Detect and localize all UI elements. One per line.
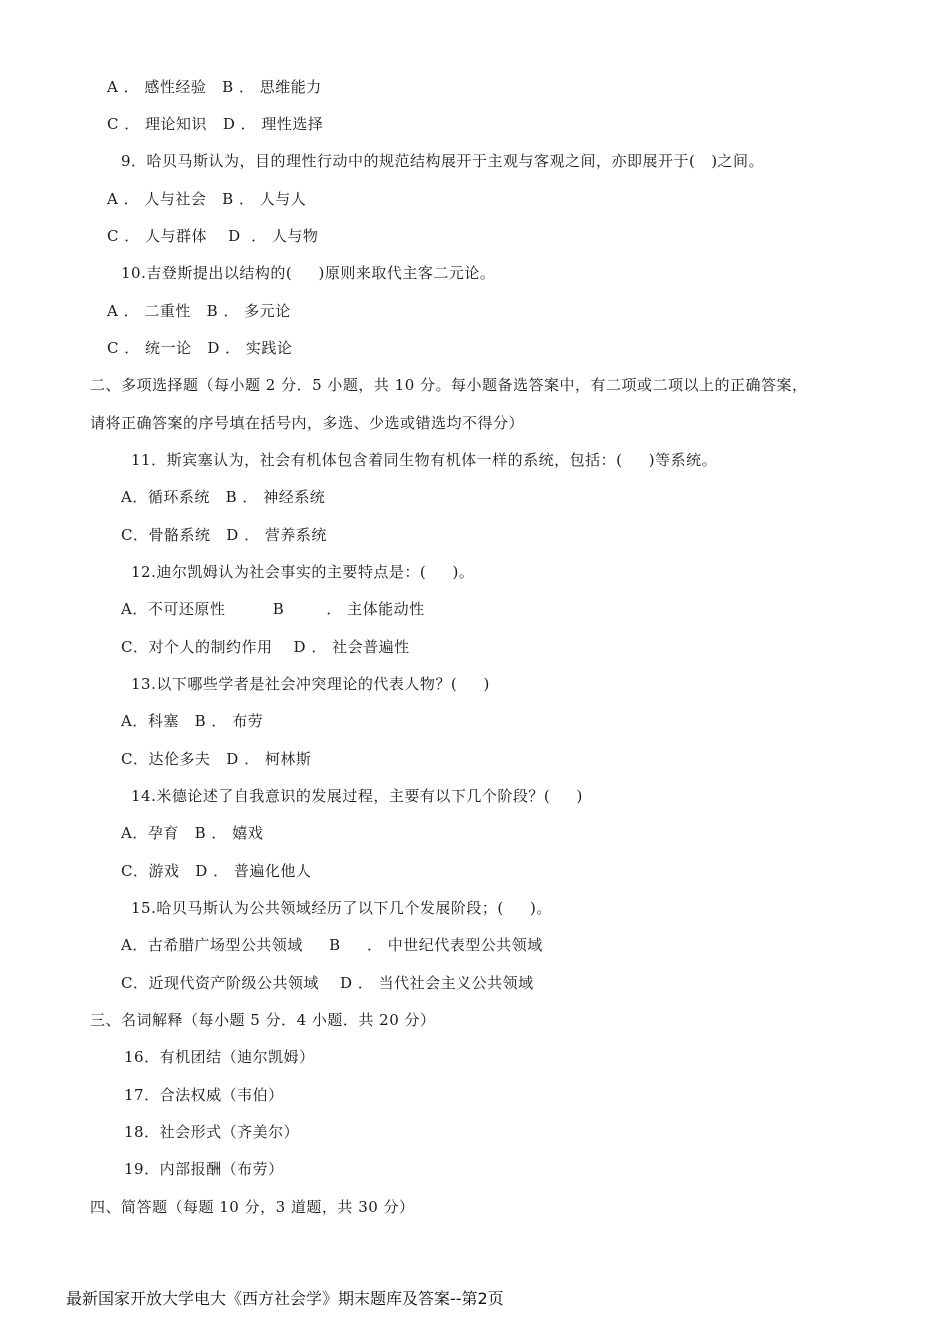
q14-options-ab: A．孕育 B ． 嬉戏 [121,824,264,842]
question-9: 9．哈贝马斯认为，目的理性行动中的规范结构展开于主观与客观之间，亦即展开于( )之间。 [121,152,765,170]
q15-options-ab: A．古希腊广场型公共领域 B ． 中世纪代表型公共领域 [121,936,543,954]
q13-options-cd: C．达伦多夫 D ． 柯林斯 [121,750,312,768]
q9-options-cd: C ． 人与群体 D ． 人与物 [107,227,319,245]
q9-options-ab: A ． 人与社会 B ． 人与人 [107,190,307,208]
term-18: 18．社会形式（齐美尔） [124,1123,300,1141]
q10-options-ab: A ． 二重性 B ． 多元论 [107,302,291,320]
q14-options-cd: C．游戏 D ． 普遍化他人 [121,862,312,880]
q8-options-ab: A ． 感性经验 B ． 思维能力 [107,78,322,96]
q10-options-cd: C ． 统一论 D ． 实践论 [107,339,293,357]
question-13: 13.以下哪些学者是社会冲突理论的代表人物？( ) [131,675,490,693]
question-14: 14.米德论述了自我意识的发展过程，主要有以下几个阶段？( ) [131,787,583,805]
term-16: 16．有机团结（迪尔凯姆） [124,1048,315,1066]
question-15: 15.哈贝马斯认为公共领域经历了以下几个发展阶段；( )。 [131,899,552,917]
section-3-heading: 三、名词解释（每小题 5 分．4 小题．共 20 分） [90,1011,436,1029]
q11-options-cd: C．骨骼系统 D ． 营养系统 [121,526,327,544]
question-11: 11．斯宾塞认为，社会有机体包含着同生物有机体一样的系统，包括：( )等系统。 [131,451,718,469]
q12-options-ab: A．不可还原性 B ． 主体能动性 [121,600,425,618]
section-2-instructions: 请将正确答案的序号填在括号内，多选、少选或错选均不得分） [90,414,525,432]
q15-options-cd: C．近现代资产阶级公共领域 D ． 当代社会主义公共领域 [121,974,534,992]
q12-options-cd: C．对个人的制约作用 D ． 社会普遍性 [121,638,410,656]
question-10: 10.吉登斯提出以结构的( )原则来取代主客二元论。 [121,264,496,282]
q8-options-cd: C ． 理论知识 D ． 理性选择 [107,115,324,133]
page-footer: 最新国家开放大学电大《西方社会学》期末题库及答案--第2页 [66,1289,504,1308]
section-2-heading: 二、多项选择题（每小题 2 分．5 小题，共 10 分。每小题备选答案中，有二项或二项以上的正确答案， [90,376,808,394]
q11-options-ab: A．循环系统 B ． 神经系统 [121,488,326,506]
term-17: 17．合法权威（韦伯） [124,1086,284,1104]
q13-options-ab: A．科塞 B ． 布劳 [121,712,264,730]
term-19: 19．内部报酬（布劳） [124,1160,284,1178]
question-12: 12.迪尔凯姆认为社会事实的主要特点是：( )。 [131,563,475,581]
section-4-heading: 四、简答题（每题 10 分，3 道题，共 30 分） [90,1198,415,1216]
